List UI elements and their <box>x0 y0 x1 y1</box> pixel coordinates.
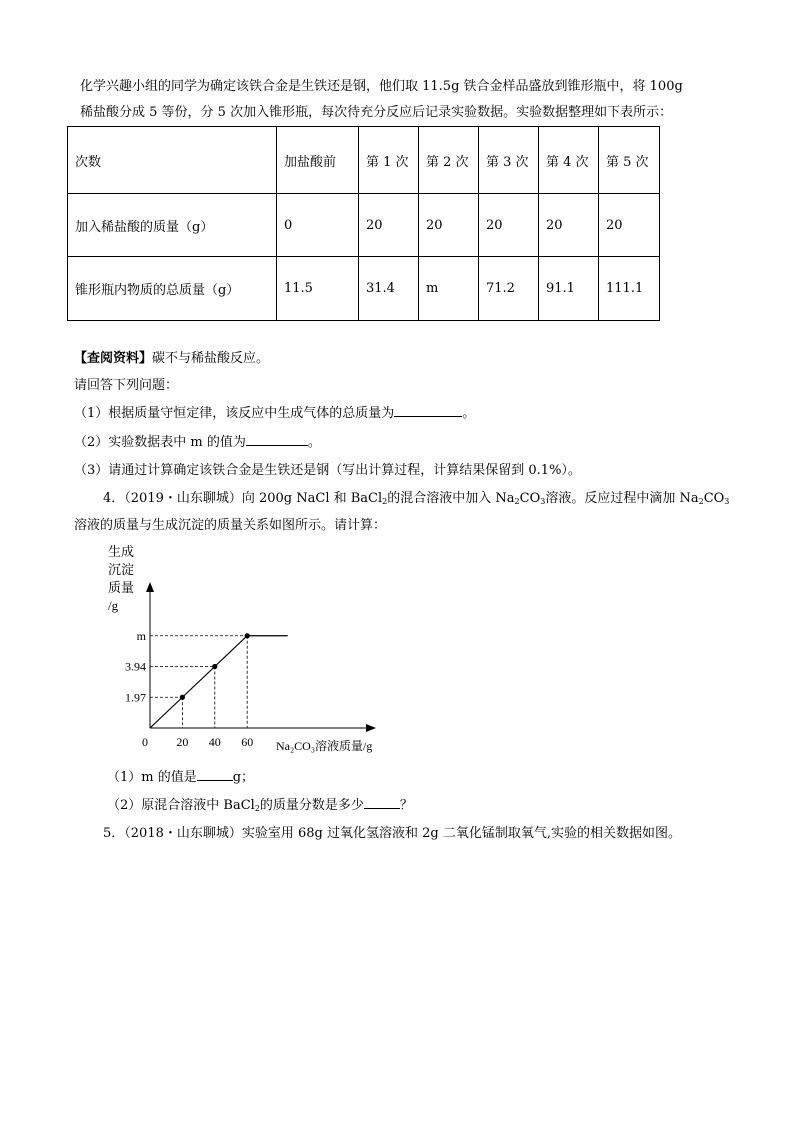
table-cell: 20 <box>539 194 599 257</box>
reference-info <box>74 350 269 368</box>
y-axis-label <box>108 544 134 613</box>
intro-line-2: 稀盐酸分成 5 等份，分 5 次加入锥形瓶，每次待充分反应后记录实验数据。实验数据整理如下表所示： <box>80 105 673 120</box>
x-tick-label: 40 <box>208 735 221 749</box>
table-row <box>68 257 660 321</box>
p4-text-b: 的混合溶液中加入 Na <box>387 491 515 506</box>
y-tick-label: 1.97 <box>125 690 146 705</box>
x-tick-label: 0 <box>142 735 148 749</box>
question-1-text: （1）根据质量守恒定律，该反应中生成气体的总质量为 <box>74 406 395 421</box>
question-2 <box>74 434 321 452</box>
header-cell: 第 3 次 <box>479 127 539 194</box>
p4-text-c: CO <box>519 491 541 506</box>
p4-sub: 3 <box>724 497 730 506</box>
p4-text-e: CO <box>703 491 725 506</box>
reference-text: 碳不与稀盐酸反应。 <box>152 351 270 366</box>
question-2-end: 。 <box>307 435 321 450</box>
question-3: （3）请通过计算确定该铁合金是生铁还是钢（写出计算过程，计算结果保留到 0.1%）。 <box>74 463 581 478</box>
table-cell: 71.2 <box>479 257 539 321</box>
table-cell: 111.1 <box>599 257 660 321</box>
x-tick-label: 20 <box>176 735 189 749</box>
table-cell: 0 <box>277 194 359 257</box>
row-label: 锥形瓶内物质的总质量（g） <box>68 257 277 321</box>
header-cell: 加盐酸前 <box>277 127 359 194</box>
question-2-text: （2）实验数据表中 m 的值为 <box>74 435 246 450</box>
p4-sub: 2 <box>698 497 704 506</box>
row-label: 加入稀盐酸的质量（g） <box>68 194 277 257</box>
data-point <box>245 633 250 638</box>
answer-blank[interactable] <box>364 808 400 809</box>
data-point <box>212 664 217 669</box>
reference-bracket: 【查阅资料】 <box>74 351 153 366</box>
y-label-line: 生成 <box>108 544 135 559</box>
answer-blank[interactable] <box>197 780 233 781</box>
answer-blank[interactable] <box>394 416 462 417</box>
table-cell: 20 <box>419 194 479 257</box>
y-label-line: 沉淀 <box>108 562 135 577</box>
question-1-end: 。 <box>462 406 476 421</box>
series-line <box>150 636 288 728</box>
problem-5: 5．（2018・山东聊城）实验室用 68g 过氧化氢溶液和 2g 二氧化锰制取氧气,实验的相关数据如图。 <box>103 826 681 841</box>
experiment-data-table <box>67 126 660 321</box>
question-prompt: 请回答下列问题： <box>74 378 179 393</box>
p4-sub: 2 <box>382 497 388 506</box>
x-tick-label: 60 <box>241 735 254 749</box>
table-cell: 31.4 <box>359 257 419 321</box>
problem-4-q2 <box>107 797 413 815</box>
p4q2-sub: 2 <box>254 804 260 813</box>
y-label-line: 质量 <box>108 580 135 595</box>
header-cell: 第 4 次 <box>539 127 599 194</box>
problem-4-q1 <box>107 769 254 787</box>
p4q2-text: （2）原混合溶液中 BaCl <box>107 798 255 813</box>
y-tick-label: m <box>136 628 146 643</box>
x-tick-labels <box>142 735 253 749</box>
p4-sub: 3 <box>540 497 546 506</box>
p4q2-text-b: 的质量分数是多少 <box>259 798 364 813</box>
y-axis-arrow <box>146 582 154 592</box>
intro-line-1: 化学兴趣小组的同学为确定该铁合金是生铁还是钢，他们取 11.5g 铁合金样品盛放到锥形瓶中，将 100g <box>80 79 683 94</box>
table-cell: 11.5 <box>277 257 359 321</box>
p4q1-end: g； <box>232 770 255 785</box>
answer-blank[interactable] <box>246 445 308 446</box>
p4q2-end: ？ <box>399 798 413 813</box>
p4-text-d: 溶液。反应过程中滴加 Na <box>545 491 699 506</box>
question-1 <box>74 405 475 423</box>
problem-4-line-1 <box>103 490 729 508</box>
header-cell: 第 2 次 <box>419 127 479 194</box>
table-cell: 20 <box>479 194 539 257</box>
p4-sub: 2 <box>514 497 520 506</box>
table-header-row <box>68 127 660 194</box>
data-series <box>150 636 288 728</box>
table-cell: 20 <box>599 194 660 257</box>
header-cell: 次数 <box>68 127 277 194</box>
table-cell: 20 <box>359 194 419 257</box>
p4q1-text: （1）m 的值是 <box>107 770 197 785</box>
y-label-line: /g <box>108 598 119 613</box>
data-point <box>180 695 185 700</box>
header-cell: 第 5 次 <box>599 127 660 194</box>
y-tick-labels <box>125 629 147 705</box>
table-cell: m <box>419 257 479 321</box>
x-axis-label: Na₂CO₃溶液质量/g <box>276 739 373 753</box>
p4-text-a: 4．（2019・山东聊城）向 200g NaCl 和 BaCl <box>103 491 383 506</box>
x-axis-arrow <box>366 724 376 732</box>
problem-4-line-2: 溶液的质量与生成沉淀的质量关系如图所示。请计算： <box>74 518 387 533</box>
y-tick-label: 3.94 <box>125 659 146 674</box>
table-cell: 91.1 <box>539 257 599 321</box>
header-cell: 第 1 次 <box>359 127 419 194</box>
precipitate-mass-chart <box>100 540 400 760</box>
table-row <box>68 194 660 257</box>
